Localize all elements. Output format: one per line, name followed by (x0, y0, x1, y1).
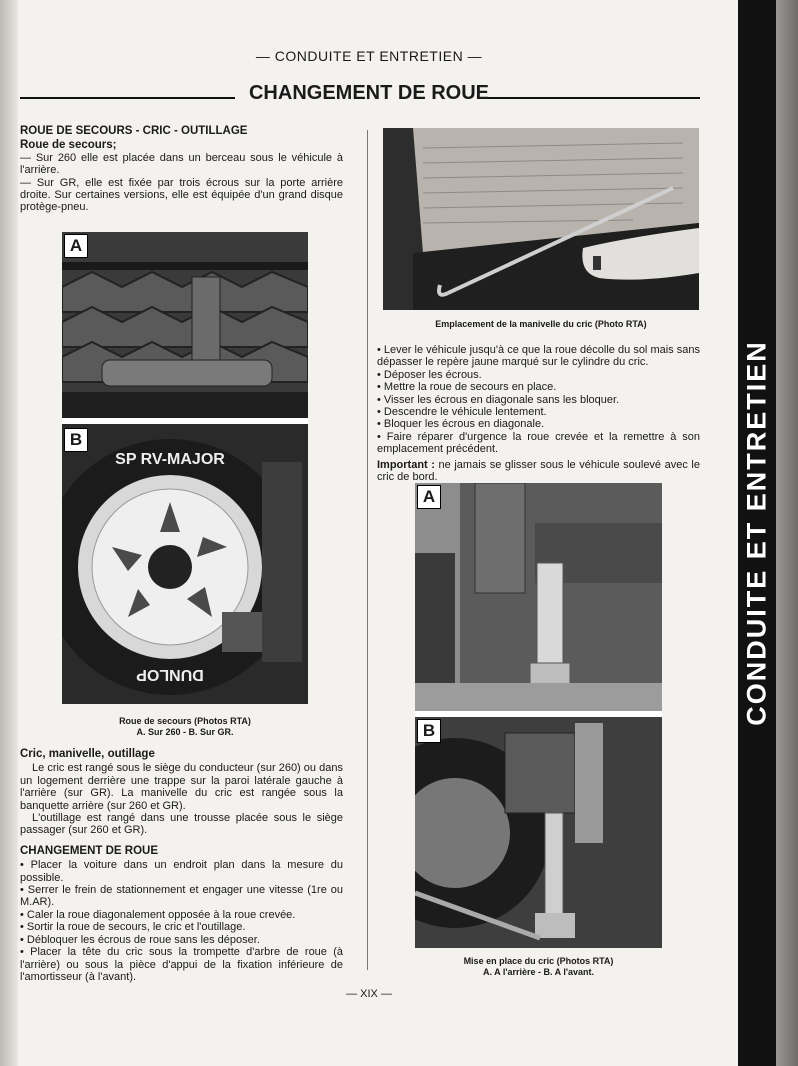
jack-photo-label-b: B (417, 719, 441, 743)
binding-shadow (776, 0, 798, 1066)
section-title: — CONDUITE ET ENTRETIEN — (255, 48, 483, 64)
spare-wheel-photo (62, 232, 308, 704)
step-7: • Lever le véhicule jusqu'à ce que la roue décolle du sol mais sans dépasser le repère jaune marqué sur le cylindre du cric. (377, 344, 700, 369)
step-8: • Déposer les écrous. (377, 368, 482, 381)
heading-spare-wheel: Roue de secours; (20, 139, 117, 152)
step-1: • Placer la voiture dans un endroit plan dans la mesure du possible. (20, 859, 343, 884)
left-intro (20, 125, 343, 214)
jack-photo (415, 483, 662, 948)
spare-wheel-caption (62, 716, 308, 738)
heading-jack: Cric, manivelle, outillage (20, 748, 155, 760)
step-9: • Mettre la roue de secours en place. (377, 381, 557, 394)
page-title: CHANGEMENT DE ROUE (248, 82, 489, 104)
spare-wheel-caption-line-1: Roue de secours (Photos RTA) (119, 716, 251, 726)
step-5: • Débloquer les écrous de roue sans les déposer. (20, 933, 260, 946)
crank-caption: Emplacement de la manivelle du cric (Photo RTA) (435, 319, 647, 329)
important-text: ne jamais se glisser sous le véhicule soulevé avec le cric de bord. (377, 458, 700, 484)
left-jack-section (20, 748, 343, 983)
jack-caption (415, 956, 662, 978)
step-4: • Sortir la roue de secours, le cric et l'outillage. (20, 921, 246, 934)
scan-edge (0, 0, 18, 1066)
paragraph-tools: L'outillage est rangé dans une trousse placée sous le siège passager (sur 260 et GR). (20, 812, 343, 837)
tire-brand-text: DUNLOP (136, 666, 204, 683)
step-11: • Descendre le véhicule lentement. (377, 406, 547, 419)
crank-photo (383, 128, 699, 310)
photo-label-b: B (64, 428, 88, 452)
side-tab-label: CONDUITE ET ENTRETIEN (741, 340, 772, 726)
paragraph-jack: Le cric est rangé sous le siège du conducteur (sur 260) ou dans un logement derrière une trappe sur la paroi latérale gauche à l'arrière (sur GR). La manivelle du cric est rangée sous la banquette arrière (sur 260 et GR). (20, 762, 343, 812)
important-note (377, 459, 700, 484)
paragraph-gr: — Sur GR, elle est fixée par trois écrous sur la porte arrière droite. Sur certaines versions, elle est équipée d'un grand disque protège-pneu. (20, 176, 343, 214)
step-6: • Placer la tête du cric sous la trompette d'arbre de roue (à l'arrière) ou sous la pièce d'appui de la fixation inférieure de l'amortisseur (à l'avant). (20, 946, 343, 983)
step-12: • Bloquer les écrous en diagonale. (377, 418, 545, 431)
heading-spare-wheel-jack-tools: ROUE DE SECOURS - CRIC - OUTILLAGE (20, 125, 248, 137)
spare-wheel-caption-line-2: A. Sur 260 - B. Sur GR. (136, 727, 234, 737)
jack-caption-line-1: Mise en place du cric (Photos RTA) (463, 956, 614, 966)
jack-caption-line-2: A. A l'arrière - B. A l'avant. (483, 967, 594, 977)
tire-model-text: SP RV-MAJOR (115, 451, 225, 468)
right-steps (377, 344, 700, 483)
step-10: • Visser les écrous en diagonale sans les bloquer. (377, 393, 620, 406)
important-label: Important : (377, 458, 435, 471)
photo-label-a: A (64, 234, 88, 258)
step-13: • Faire réparer d'urgence la roue crevée et la remettre à son emplacement précédent. (377, 430, 700, 456)
paragraph-260: — Sur 260 elle est placée dans un berceau sous le véhicule à l'arrière. (20, 151, 343, 177)
jack-photo-label-a: A (417, 485, 441, 509)
heading-wheel-change: CHANGEMENT DE ROUE (20, 844, 159, 857)
step-3: • Caler la roue diagonalement opposée à la roue crevée. (20, 908, 296, 921)
column-divider (367, 130, 368, 970)
step-2: • Serrer le frein de stationnement et engager une vitesse (1re ou M.AR). (20, 884, 343, 909)
page-number: — XIX — (346, 988, 392, 1000)
